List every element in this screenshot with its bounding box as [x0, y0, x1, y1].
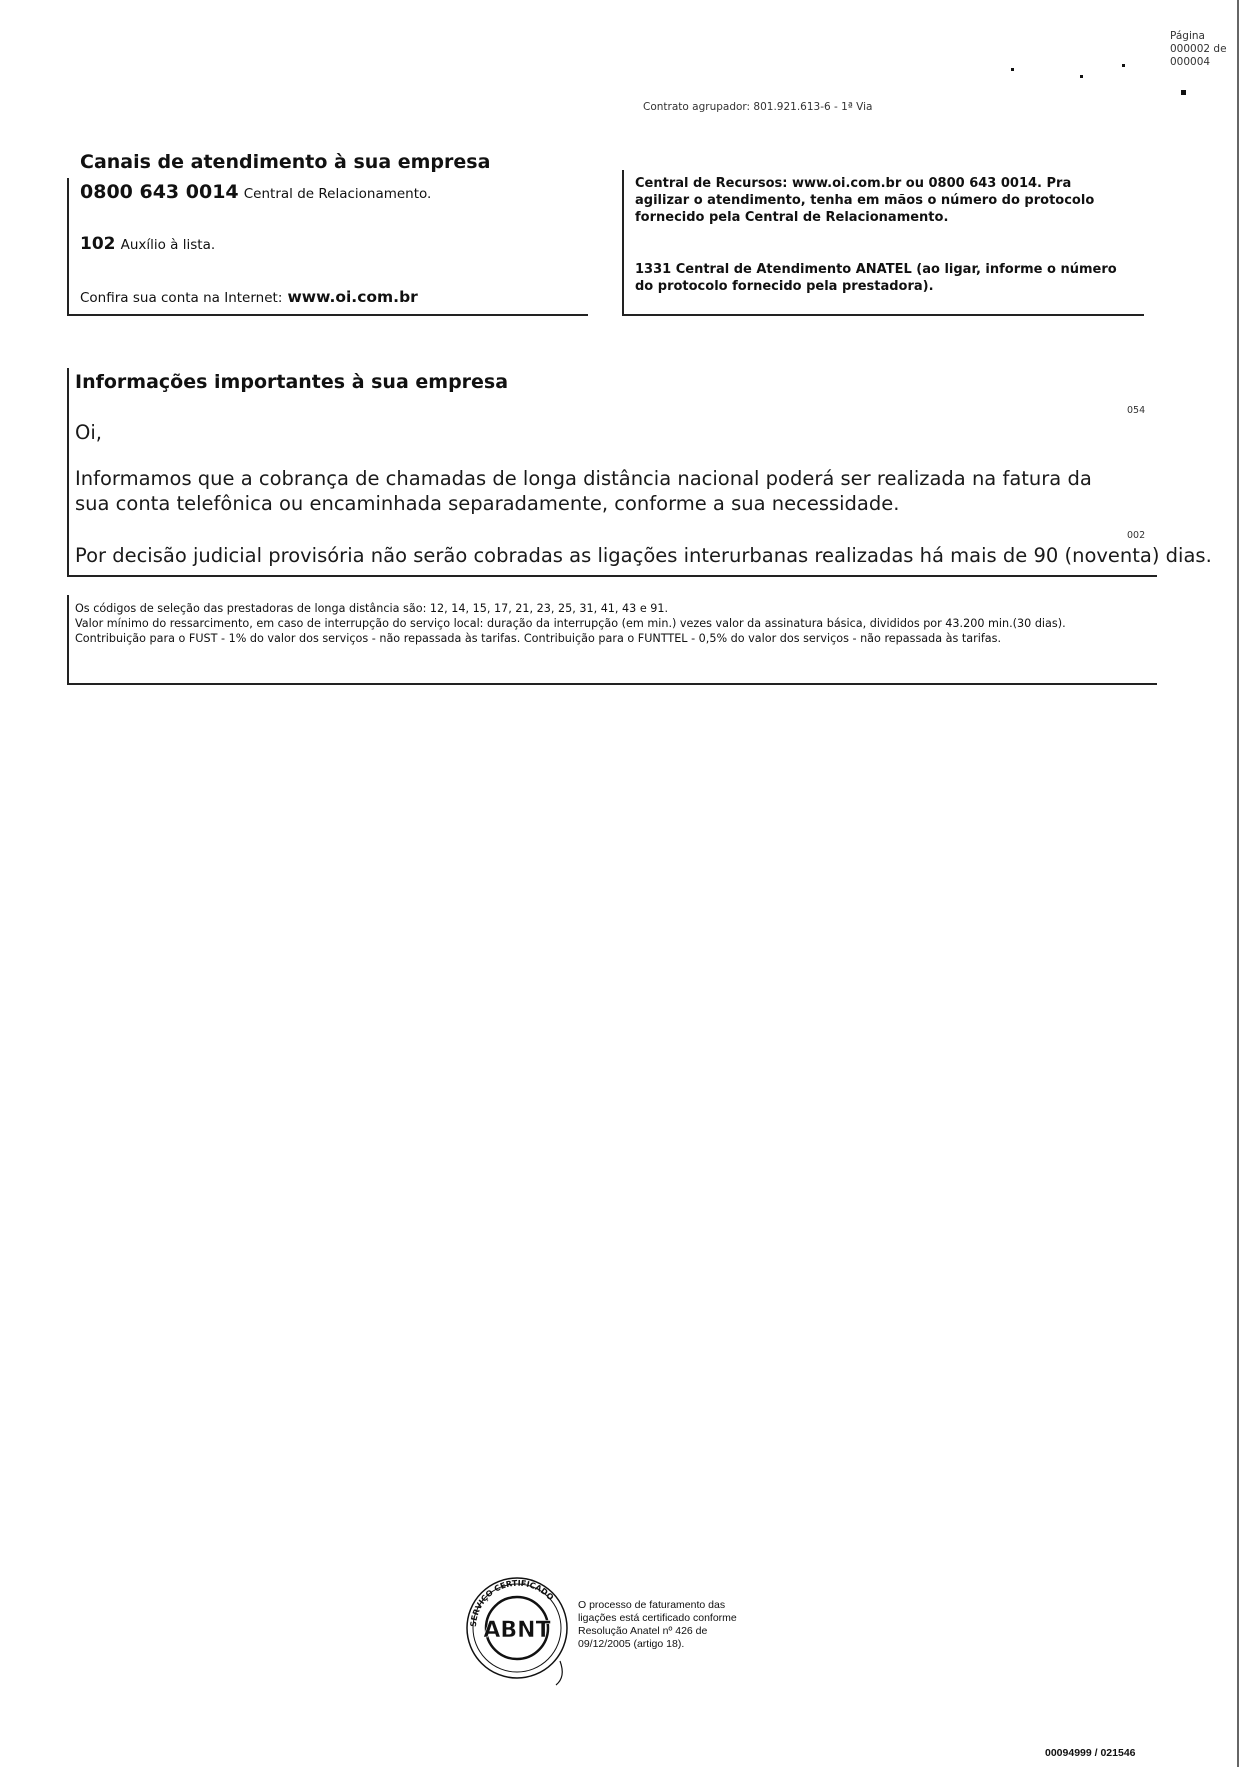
internet-url: www.oi.com.br: [287, 288, 418, 306]
note-line: Valor mínimo do ressarcimento, em caso de interrupção do serviço local: duração da interrupção (em min.) vezes valor da assinatura básica, divididos por 43.200 min.(30 dias).: [75, 617, 1066, 631]
channels-title: Canais de atendimento à sua empresa: [80, 151, 491, 173]
internet-row: [80, 287, 418, 306]
main-phone-row: [80, 181, 431, 203]
greeting: Oi,: [75, 421, 102, 444]
registration-mark: [1122, 64, 1125, 67]
page-total: 000004: [1170, 56, 1211, 69]
resources-text: Central de Recursos: www.oi.com.br ou 0800 643 0014. Pra agilizar o atendimento, tenha em mãos o número do protocolo fornecido pela Central de Relacionamento.: [635, 176, 1095, 226]
seal-center: ABNT: [483, 1618, 551, 1643]
note-line: Contribuição para o FUST - 1% do valor dos serviços - não repassada às tarifas. Contribuição para o FUNTTEL - 0,5% do valor dos serviços - não repassada às tarifas.: [75, 632, 1002, 646]
internet-label: Confira sua conta na Internet:: [80, 290, 283, 306]
registration-mark: [1080, 75, 1083, 78]
abnt-seal-icon: [462, 1565, 572, 1691]
info-title: Informações importantes à sua empresa: [75, 371, 509, 393]
notes: [75, 601, 1150, 646]
info-code-1: 054: [1127, 405, 1146, 416]
note-line: Os códigos de seleção das prestadoras de longa distância são: 12, 14, 15, 17, 21, 23, 25, 31, 41, 43 e 91.: [75, 602, 669, 615]
registration-mark: [1011, 68, 1014, 71]
certification-text: O processo de faturamento das ligações está certificado conforme Resolução Anatel nº 426 de 09/12/2005 (artigo 18).: [578, 1599, 737, 1651]
page-label: Página: [1170, 30, 1205, 42]
info-code-2: 002: [1127, 530, 1146, 541]
certification: [462, 1565, 762, 1695]
info-paragraph-2: Por decisão judicial provisória não serão cobradas as ligações interurbanas realizadas há mais de 90 (noventa) dias.: [75, 544, 1212, 567]
contract-line: Contrato agrupador: 801.921.613-6 - 1ª Via: [643, 101, 873, 113]
seal-ring-text: SERVIÇO CERTIFICADO: [468, 1578, 556, 1628]
page-current: 000002 de: [1170, 43, 1227, 56]
page-number: [1170, 30, 1236, 69]
list-phone: 102: [80, 234, 116, 254]
registration-mark: [1181, 90, 1186, 95]
info-paragraph-1: Informamos que a cobrança de chamadas de longa distância nacional poderá ser realizada na fatura da sua conta telefônica ou encaminhada separadamente, conforme a sua necessidade.: [75, 467, 1092, 516]
main-phone: 0800 643 0014: [80, 181, 239, 203]
scan-edge: [1237, 0, 1239, 1767]
list-phone-desc: Auxílio à lista.: [120, 237, 216, 253]
main-phone-desc: Central de Relacionamento.: [243, 186, 432, 202]
anatel-text: 1331 Central de Atendimento ANATEL (ao ligar, informe o número do protocolo fornecido pela prestadora).: [635, 262, 1117, 295]
footer-code: 00094999 / 021546: [1045, 1747, 1136, 1759]
list-phone-row: [80, 234, 215, 254]
